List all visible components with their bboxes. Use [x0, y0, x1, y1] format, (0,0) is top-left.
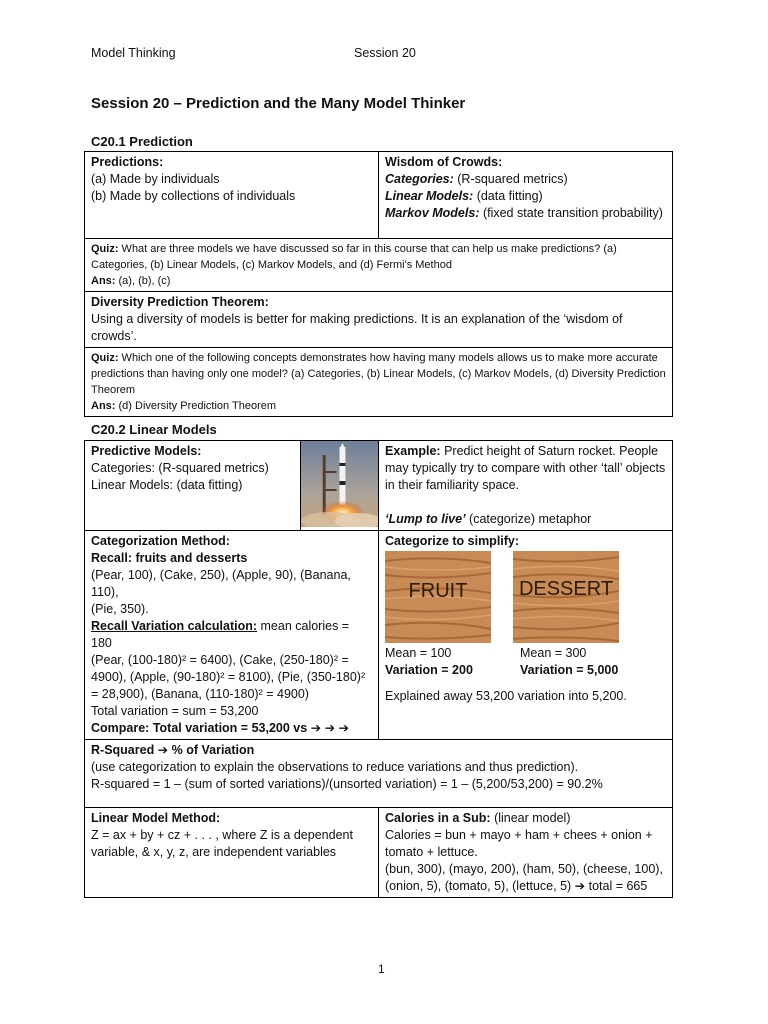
- diversity-text: Using a diversity of models is better for making predictions. It is an explanation of the ‘wisdom of crowds’.: [91, 312, 623, 343]
- rocket-photo-cell: [301, 441, 379, 531]
- metaphor-label: ‘Lump to live’: [385, 512, 466, 526]
- sub-calories-cell: [379, 808, 673, 898]
- page-number: 1: [378, 962, 385, 976]
- simplify-cell: [379, 531, 673, 740]
- quiz1-cell: [85, 239, 673, 292]
- header-session: Session 20: [354, 46, 416, 60]
- quiz-question: What are three models we have discussed so far in this course that can help us make predictions? (a) Categories, (b) Linear Models, (c) Markov Models, and (d) Fermi's Method: [91, 243, 617, 271]
- fruit-wood-block: [385, 551, 491, 643]
- example-text: Predict height of Saturn rocket. People may typically try to compare with other ‘tall’ objects in their familiarity space.: [385, 444, 666, 492]
- wisdom-item-label: Categories:: [385, 172, 454, 186]
- example-cell: [379, 441, 673, 531]
- linear-models-table: [84, 440, 673, 898]
- dessert-mean: Mean = 300: [520, 646, 587, 660]
- document-title: Session 20 – Prediction and the Many Model Thinker: [91, 95, 466, 112]
- explained-text: Explained away 53,200 variation into 5,200.: [385, 689, 627, 703]
- answer-label: Ans:: [91, 400, 116, 412]
- metaphor-text: (categorize) metaphor: [465, 512, 592, 526]
- dessert-label: DESSERT: [518, 578, 614, 600]
- predictive-line: Categories: (R-squared metrics): [91, 461, 269, 475]
- diversity-cell: [85, 292, 673, 348]
- diversity-heading: Diversity Prediction Theorem:: [91, 295, 269, 309]
- rsquared-formula: R-squared = 1 – (sum of sorted variations)/(unsorted variation) = 1 – (5,200/53,200) = 90.2%: [91, 777, 603, 791]
- predictions-heading: Predictions:: [91, 155, 164, 169]
- wisdom-item-text: (fixed state transition probability): [479, 206, 663, 220]
- rsquared-line: (use categorization to explain the observations to reduce variations and thus prediction).: [91, 760, 579, 774]
- answer-label: Ans:: [91, 275, 116, 287]
- linear-method-heading: Linear Model Method:: [91, 811, 221, 825]
- recall-data: (Pie, 350).: [91, 602, 149, 616]
- quiz-answer: (d) Diversity Prediction Theorem: [115, 400, 277, 412]
- rsquared-cell: [85, 740, 673, 808]
- fruit-mean: Mean = 100: [385, 646, 452, 660]
- quiz-label: Quiz:: [91, 243, 119, 255]
- wisdom-cell: [379, 152, 673, 239]
- categorization-heading: Categorization Method:: [91, 534, 230, 548]
- wisdom-item-label: Linear Models:: [385, 189, 474, 203]
- saturn-rocket-image: [301, 441, 378, 527]
- fruit-label: FRUIT: [408, 580, 468, 602]
- rsquared-heading: R-Squared ➔ % of Variation: [91, 743, 255, 757]
- example-label: Example:: [385, 444, 441, 458]
- sub-formula: Calories = bun + mayo + ham + chees + onion + tomato + lettuce.: [385, 828, 653, 859]
- sub-values: (bun, 300), (mayo, 200), (ham, 50), (cheese, 100), (onion, 5), (tomato, 5), (lettuce, 5) ➔ total = 665: [385, 862, 663, 893]
- recall-data: (Pear, 100), (Cake, 250), (Apple, 90), (Banana, 110),: [91, 568, 351, 599]
- linear-method-text: Z = ax + by + cz + . . . , where Z is a dependent variable, & x, y, z, are independent variables: [91, 828, 353, 859]
- quiz-question: Which one of the following concepts demonstrates how having many models allows us to make more accurate predictions than having only one model? (a) Categories, (b) Linear Models, (c) Markov Models, (d) Diversity Prediction Theorem: [91, 352, 666, 396]
- compare-line: Compare: Total variation = 53,200 vs ➔ ➔ ➔: [91, 721, 350, 735]
- wisdom-heading: Wisdom of Crowds:: [385, 155, 503, 169]
- simplify-heading: Categorize to simplify:: [385, 534, 520, 548]
- quiz-label: Quiz:: [91, 352, 119, 364]
- section-title-linear-models: C20.2 Linear Models: [91, 422, 217, 437]
- variation-label: Recall Variation calculation:: [91, 619, 258, 633]
- section-title-prediction: C20.1 Prediction: [91, 134, 193, 149]
- predictive-models-cell: [85, 441, 301, 531]
- sub-label: Calories in a Sub:: [385, 811, 491, 825]
- prediction-item: (b) Made by collections of individuals: [91, 189, 296, 203]
- header-course: Model Thinking: [91, 46, 176, 60]
- wisdom-item-text: (data fitting): [473, 189, 543, 203]
- prediction-item: (a) Made by individuals: [91, 172, 220, 186]
- linear-method-cell: [85, 808, 379, 898]
- quiz-answer: (a), (b), (c): [115, 275, 171, 287]
- wisdom-item-text: (R-squared metrics): [453, 172, 568, 186]
- sub-label-text: (linear model): [490, 811, 571, 825]
- dessert-variation: Variation = 5,000: [520, 663, 619, 677]
- fruit-variation: Variation = 200: [385, 663, 473, 677]
- predictive-heading: Predictive Models:: [91, 444, 202, 458]
- categorization-cell: [85, 531, 379, 740]
- total-variation: Total variation = sum = 53,200: [91, 704, 259, 718]
- quiz2-cell: [85, 348, 673, 417]
- wisdom-item-label: Markov Models:: [385, 206, 480, 220]
- predictive-line: Linear Models: (data fitting): [91, 478, 243, 492]
- variation-calc: (Pear, (100-180)² = 6400), (Cake, (250-180)² = 4900), (Apple, (90-180)² = 8100), (Pie, (350-180)² = 28,900), (Banana, (110-180)² = 4900): [91, 653, 366, 701]
- predictions-cell: [85, 152, 379, 239]
- recall-heading: Recall: fruits and desserts: [91, 551, 248, 565]
- variation-text: mean calories = 180: [91, 619, 350, 650]
- dessert-wood-block: [513, 551, 619, 643]
- prediction-table: [84, 151, 673, 417]
